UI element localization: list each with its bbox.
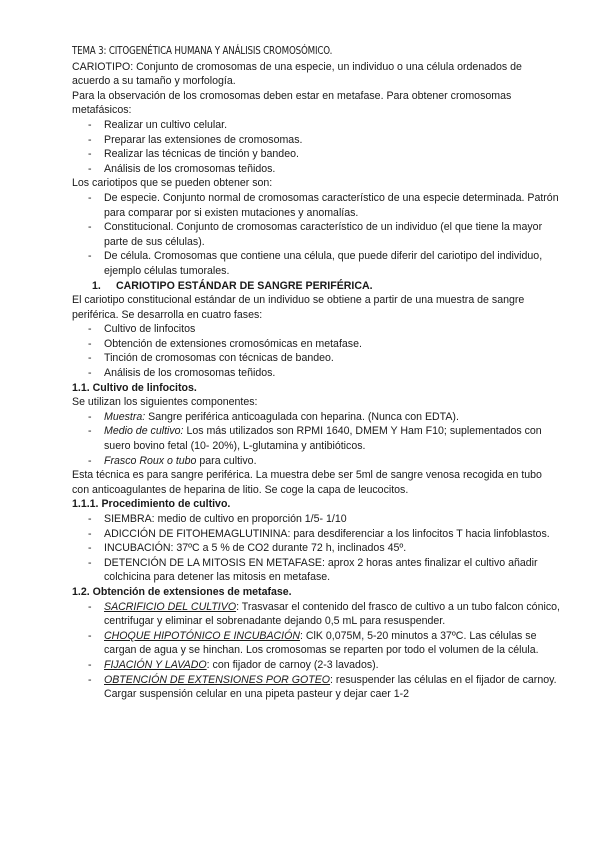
list-item: - SIEMBRA: medio de cultivo en proporción 1/5- 1/10 (72, 512, 560, 527)
list-item: - Obtención de extensiones cromosómicas en metafase. (72, 337, 560, 352)
item-label: OBTENCIÓN DE EXTENSIONES POR GOTEO (104, 673, 331, 686)
list-item: - ADICCIÓN DE FITOHEMAGLUTININA: para desdiferenciar a los linfocitos T hacia linfoblastos. (72, 527, 560, 542)
extensiones-list (72, 600, 560, 702)
item-text: : ClK 0,075M, 5-20 minutos a 37ºC. Las células se cargan de agua y se hinchan. Los cromosomas se reparten por todo el volumen de la célula. (104, 629, 539, 657)
metafase-steps-list (72, 118, 560, 176)
list-item: - Cultivo de linfocitos (72, 322, 560, 337)
list-item: - DETENCIÓN DE LA MITOSIS EN METAFASE: aprox 2 horas antes finalizar el cultivo añadir colchicina para detener las mitosis en metafase. (72, 556, 560, 585)
tipos-list (72, 191, 560, 279)
page-title: TEMA 3: CITOGENÉTICA HUMANA Y ANÁLISIS CROMOSÓMICO. (72, 44, 333, 57)
list-item (72, 629, 560, 658)
item-label: FIJACIÓN Y LAVADO (104, 658, 207, 671)
list-item: - Constitucional. Conjunto de cromosomas característico de un individuo (el que tiene la mayor parte de sus células). (72, 220, 560, 249)
cariotipo-definition: CARIOTIPO: Conjunto de cromosomas de una especie, un individuo o una célula ordenados de acuerdo a su tamaño y morfología. (72, 60, 522, 88)
item-text: Sangre periférica anticoagulada con heparina. (Nunca con EDTA). (145, 410, 459, 423)
section-1-2-heading: 1.2. Obtención de extensiones de metafase. (72, 585, 292, 598)
list-item (72, 424, 560, 453)
item-label: SACRIFICIO DEL CULTIVO (104, 600, 237, 613)
item-label: Medio de cultivo: (104, 425, 184, 438)
list-item: - Realizar un cultivo celular. (72, 118, 560, 133)
section-1-1-heading: 1.1. Cultivo de linfocitos. (72, 381, 197, 394)
section-1-1-outro: Esta técnica es para sangre periférica. La muestra debe ser 5ml de sangre venosa recogida en tubo con anticoagulantes de heparina de litio. Se coge la capa de leucocitos. (72, 469, 542, 496)
item-text: : con fijador de carnoy (2-3 lavados). (206, 658, 379, 671)
list-item (72, 454, 560, 469)
list-item: - De especie. Conjunto normal de cromosomas característico de una especie determinada. Patrón para comparar por si existen mutaciones y anomalías. (72, 191, 560, 220)
section-1-1-intro: Se utilizan los siguientes componentes: (72, 396, 258, 409)
item-label: CHOQUE HIPOTÓNICO E INCUBACIÓN (104, 629, 300, 642)
list-item: - Preparar las extensiones de cromosomas. (72, 133, 560, 148)
item-text: para cultivo. (196, 454, 257, 467)
list-item: - De célula. Cromosomas que contiene una célula, que puede diferir del cariotipo del individuo, ejemplo células tumorales. (72, 249, 560, 278)
section-1-heading (72, 279, 560, 294)
item-label: Muestra: (104, 410, 146, 423)
item-text: : resuspender las células en el fijador de carnoy. Cargar suspensión celular en una pipeta pasteur y dejar caer 1-2 (104, 673, 557, 701)
list-item (72, 600, 560, 629)
list-item: - Tinción de cromosomas con técnicas de bandeo. (72, 351, 560, 366)
list-item: - Realizar las técnicas de tinción y bandeo. (72, 147, 560, 162)
procedimiento-list (72, 512, 560, 585)
list-item: - Análisis de los cromosomas teñidos. (72, 162, 560, 177)
list-item (72, 658, 560, 673)
list-item (72, 673, 560, 702)
tipos-intro: Los cariotipos que se pueden obtener son: (72, 177, 273, 190)
item-text: : Trasvasar el contenido del frasco de cultivo a un tubo falcon cónico, centrifugar y eliminar el sobrenadante dejando 0,5 mL para resuspender. (104, 600, 560, 628)
metafase-intro: Para la observación de los cromosomas deben estar en metafase. Para obtener cromosomas metafásicos: (72, 89, 512, 117)
section-1-1-1-heading: 1.1.1. Procedimiento de cultivo. (72, 498, 231, 511)
section-number: 1. (92, 279, 101, 292)
item-text: Los más utilizados son RPMI 1640, DMEM Y Ham F10; suplementados con suero bovino fetal (10- 20%), L-glutamina y antibióticos. (104, 425, 542, 453)
list-item: - INCUBACIÓN: 37ºC a 5 % de CO2 durante 72 h, inclinados 45º. (72, 541, 560, 556)
list-item: - Análisis de los cromosomas teñidos. (72, 366, 560, 381)
list-item (72, 410, 560, 425)
item-label: Frasco Roux o tubo (104, 454, 197, 467)
fases-list (72, 322, 560, 380)
section-title: CARIOTIPO ESTÁNDAR DE SANGRE PERIFÉRICA. (116, 279, 373, 292)
componentes-list (72, 410, 560, 468)
section-1-intro: El cariotipo constitucional estándar de un individuo se obtiene a partir de una muestra de sangre periférica. Se desarrolla en cuatro fases: (72, 294, 525, 321)
